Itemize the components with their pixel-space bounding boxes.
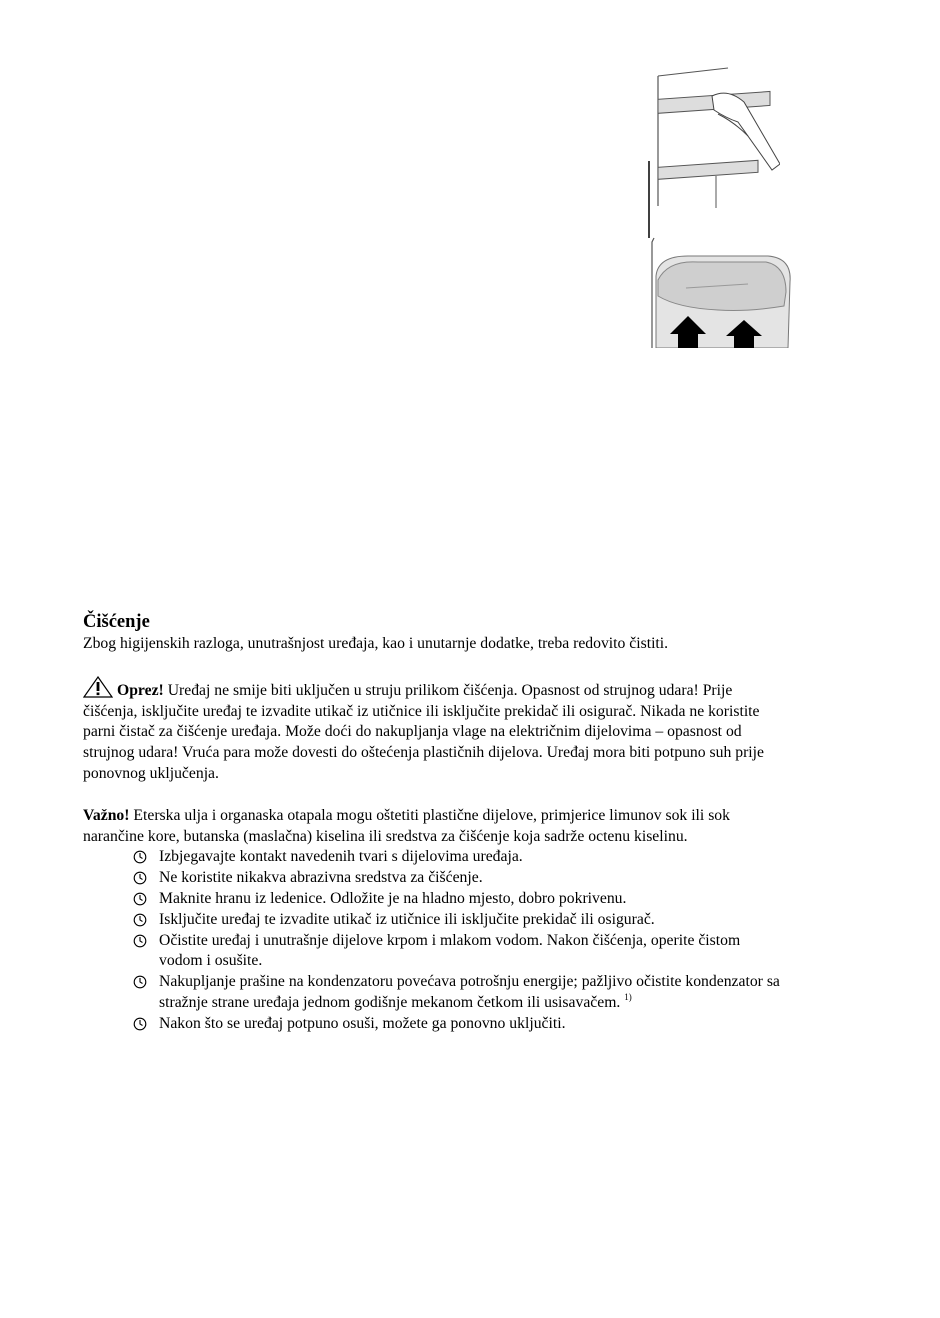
important-text: Eterska ulja i organaska otapala mogu oštetiti plastične dijelove, primjerice limunov sok ili sok narančine kore, butanska (maslačna) kiselina ili sredstva za čišćenje koja sadrže octenu kiselinu. bbox=[83, 806, 730, 845]
caution-paragraph bbox=[83, 676, 783, 785]
clock-bullet-icon bbox=[133, 850, 147, 864]
clock-bullet-icon bbox=[133, 975, 147, 989]
shelf-removal-illustration bbox=[648, 66, 780, 238]
warning-triangle-icon bbox=[83, 676, 113, 698]
list-item: Isključite uređaj te izvadite utikač iz utičnice ili isključite prekidač ili osigurač. bbox=[83, 910, 783, 931]
caution-text: Uređaj ne smije biti uključen u struju prilikom čišćenja. Opasnost od strujnog udara! Prije čišćenja, isključite uređaj te izvadite utikač iz utičnice ili isključite prekidač ili osigurač. Nikada ne koristite parni čistač za čišćenje uređaja. Može doći do nakupljanja vlage na električnim dijelovima – opasnost od strujnog udara! Vruća para može dovesti do oštećenja plastičnih dijelova. Uređaj mora biti potpuno suh prije ponovnog uključenja. bbox=[83, 681, 764, 782]
list-item: Ne koristite nikakva abrazivna sredstva za čišćenje. bbox=[83, 868, 783, 889]
list-item: Maknite hranu iz ledenice. Odložite je na hladno mjesto, dobro pokrivenu. bbox=[83, 889, 783, 910]
clock-bullet-icon bbox=[133, 913, 147, 927]
footnote-marker: 1) bbox=[624, 991, 632, 1002]
list-item: Izbjegavajte kontakt navedenih tvari s dijelovima uređaja. bbox=[83, 847, 783, 868]
clock-bullet-icon bbox=[133, 934, 147, 948]
important-label: Važno! bbox=[83, 806, 130, 824]
clock-bullet-icon bbox=[133, 871, 147, 885]
clock-bullet-icon bbox=[133, 892, 147, 906]
caution-label: Oprez! bbox=[117, 681, 164, 699]
crisper-removal-illustration bbox=[648, 236, 792, 348]
list-item: Nakon što se uređaj potpuno osuši, možete ga ponovno uključiti. bbox=[83, 1014, 783, 1035]
cleaning-tips-list bbox=[83, 847, 783, 1034]
section-title: Čišćenje bbox=[83, 612, 150, 632]
list-item: Nakupljanje prašine na kondenzatoru povećava potrošnju energije; pažljivo očistite kondenzator sa stražnje strane uređaja jednom godišnje mekanom četkom ili usisavačem. $^{1)}$ bbox=[83, 972, 783, 1014]
cleaning-section bbox=[83, 610, 783, 1035]
important-paragraph bbox=[83, 806, 783, 848]
intro-paragraph: Zbog higijenskih razloga, unutrašnjost uređaja, kao i unutarnje dodatke, treba redovito čistiti. bbox=[83, 635, 669, 652]
clock-bullet-icon bbox=[133, 1017, 147, 1031]
list-item: Očistite uređaj i unutrašnje dijelove krpom i mlakom vodom. Nakon čišćenja, operite čistom vodom i osušite. bbox=[83, 931, 783, 973]
